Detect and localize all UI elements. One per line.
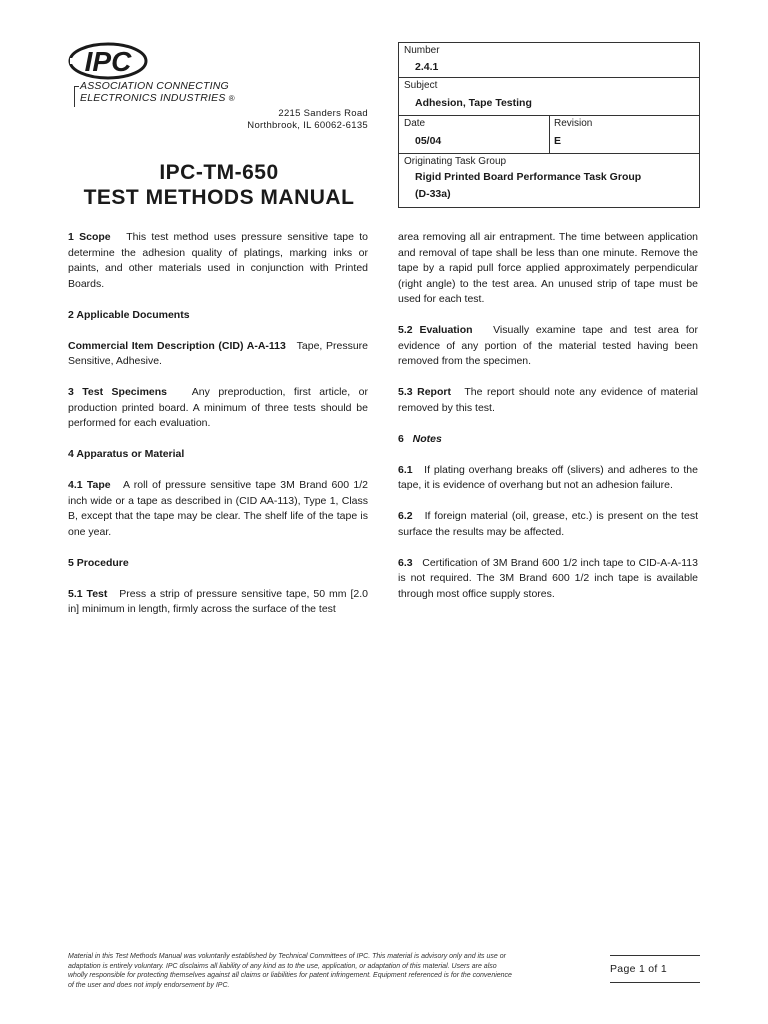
address-line-1: 2215 Sanders Road <box>278 108 368 119</box>
section-1-scope <box>68 230 368 292</box>
document-info-box <box>398 42 700 208</box>
number-row <box>399 43 699 78</box>
address-line-2: Northbrook, IL 60062-6135 <box>247 120 368 131</box>
subject-row <box>399 78 699 116</box>
section-heading: Notes <box>412 432 442 445</box>
section-text: Certification of 3M Brand 600 1/2 inch tape to CID-A-A-113 is not required. The 3M Brand 600 1/2 inch tape is available through most office supply stores. <box>398 556 698 600</box>
section-5-procedure <box>68 556 368 572</box>
title-line-2: TEST METHODS MANUAL <box>83 186 355 209</box>
section-2-applicable-documents <box>68 308 368 324</box>
section-5-2-evaluation <box>398 323 698 370</box>
section-heading: 6.1 <box>398 463 413 476</box>
section-3-test-specimens <box>68 385 368 432</box>
logo-text: IPC <box>84 46 132 77</box>
section-text: A roll of pressure sensitive tape 3M Brand 600 1/2 inch wide or a tape as described in (CID AA-113), Type 1, Class B, except that the tape may be clear. The shelf life of the tape is one year. <box>68 479 368 538</box>
org-line-2: ELECTRONICS INDUSTRIES <box>80 92 226 104</box>
org-registered-mark: ® <box>228 94 235 103</box>
section-heading: 6.3 <box>398 556 413 569</box>
org-bracket <box>74 86 79 107</box>
right-column <box>398 230 698 618</box>
org-line-1: ASSOCIATION CONNECTING <box>80 80 229 92</box>
section-4-1-tape <box>68 478 368 540</box>
address <box>247 108 368 132</box>
section-heading: 2 Applicable Documents <box>68 308 190 321</box>
date-revision-row <box>399 116 699 154</box>
section-5-1-test <box>68 587 368 618</box>
section-heading: 4.1 Tape <box>68 479 111 491</box>
ipc-logo <box>68 42 148 82</box>
section-heading: Commercial Item Description (CID) A-A-113 <box>68 339 286 352</box>
left-column <box>68 230 368 633</box>
date-label: Date <box>404 118 426 129</box>
task-group-value-line-2: (D-33a) <box>415 188 451 200</box>
section-text: This test method uses pressure sensitive tape to determine the adhesion quality of platings, marking inks or paints, and other materials used in conjunction with Printed Boards. <box>68 231 368 290</box>
section-number: 6 <box>398 432 404 445</box>
section-heading: 1 Scope <box>68 231 111 243</box>
task-group-label: Originating Task Group <box>404 156 507 167</box>
title-line-1: IPC-TM-650 <box>159 161 279 184</box>
note-6-1 <box>398 463 698 494</box>
section-text: Visually examine tape and test area for evidence of any portion of the material tested having been removed from the specimen. <box>398 324 698 367</box>
note-6-2 <box>398 509 698 540</box>
section-4-apparatus <box>68 447 368 463</box>
date-value: 05/04 <box>415 135 442 147</box>
subject-label: Subject <box>404 80 438 91</box>
section-text: area removing all air entrapment. The time between application and removal of tape shall be less than one minute. Remove the tape by a rapid pull force applied approximately perpendicular (right angle) to the test area. An unused strip of tape must be used for each test. <box>398 231 698 305</box>
revision-label: Revision <box>554 118 593 129</box>
section-heading: 3 Test Specimens <box>68 386 167 398</box>
task-group-value-line-1: Rigid Printed Board Performance Task Group <box>415 171 642 183</box>
task-group-row <box>399 154 699 207</box>
section-text: If plating overhang breaks off (slivers) and adheres to the tape, it is evidence of overhang but not an adhesion failure. <box>398 463 698 491</box>
section-text: Any preproduction, first article, or production printed board. A minimum of three tests should be performed for each evaluation. <box>68 386 368 429</box>
section-heading: 5.3 Report <box>398 386 451 398</box>
org-name <box>80 80 235 105</box>
section-6-notes <box>398 432 698 448</box>
note-6-3 <box>398 556 698 603</box>
section-heading: 5.1 Test <box>68 587 108 600</box>
section-text: Tape, Pressure Sensitive, Adhesive. <box>68 339 368 367</box>
manual-title <box>68 160 370 210</box>
section-5-3-report <box>398 385 698 416</box>
subject-value: Adhesion, Tape Testing <box>415 97 532 109</box>
revision-value: E <box>554 135 562 147</box>
section-text: The report should note any evidence of material removed by this test. <box>398 386 698 414</box>
number-value: 2.4.1 <box>415 61 439 73</box>
section-heading: 5.2 Evaluation <box>398 324 473 336</box>
section-2-cid-reference <box>68 339 368 370</box>
section-text: Press a strip of pressure sensitive tape, 50 mm [2.0 in] minimum in length, firmly across the surface of the test <box>68 587 368 615</box>
ipc-logo-icon <box>68 42 148 82</box>
section-heading: 4 Apparatus or Material <box>68 448 185 460</box>
page-number: Page 1 of 1 <box>610 963 668 975</box>
section-heading: 6.2 <box>398 510 413 522</box>
cell-divider <box>549 116 550 153</box>
page-indicator <box>610 955 700 983</box>
number-label: Number <box>404 45 440 56</box>
footer-disclaimer: Material in this Test Methods Manual was voluntarily established by Technical Committees of IPC. This material is advisory only and its use or adaptation is entirely voluntary. IPC disclaims all liability of any kind as to the use, application, or adaptation of this material. Users are also wholly responsible for protecting themselves against all claims or liabilities for patent infringement. Equipment referenced is for the convenience of the user and does not imply endorsement by IPC. <box>68 953 512 989</box>
section-text: If foreign material (oil, grease, etc.) is present on the test surface the results may be affected. <box>398 510 698 538</box>
section-5-1-continued <box>398 230 698 308</box>
section-heading: 5 Procedure <box>68 556 129 569</box>
